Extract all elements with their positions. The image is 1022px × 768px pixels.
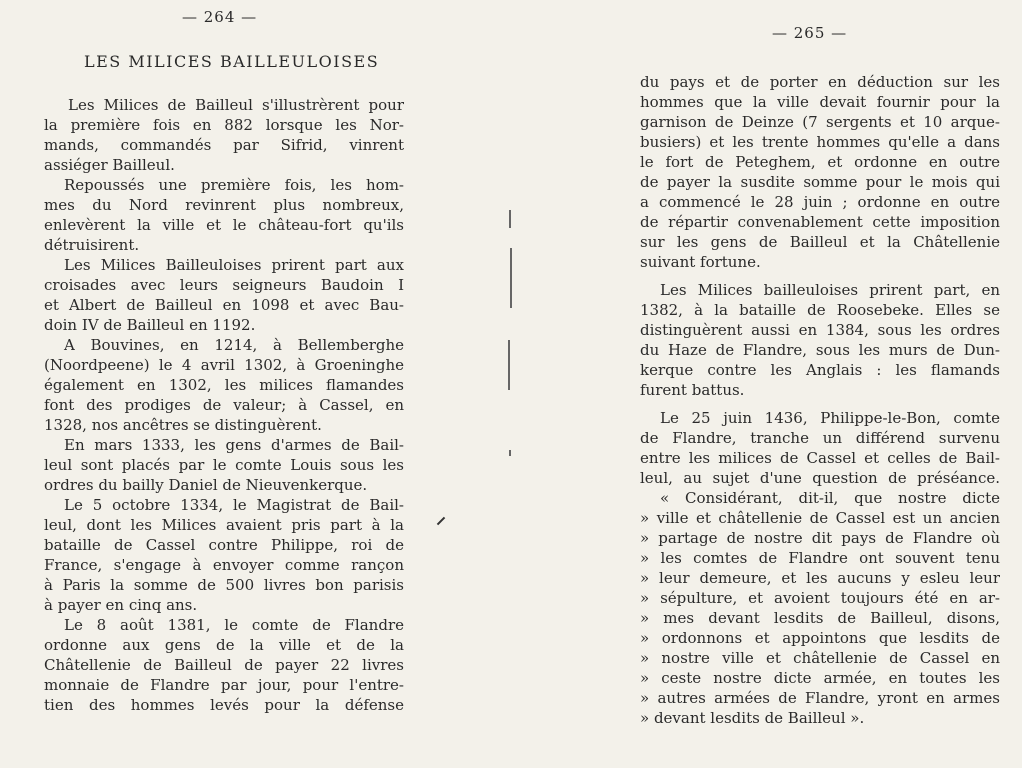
text-line: furent battus. [640, 381, 745, 399]
text-line: » ordonnons et appointons que lesdits de [640, 629, 1000, 647]
text-line: croisades avec leurs seigneurs Baudoin I [44, 276, 404, 294]
text-line: A Bouvines, en 1214, à Bellemberghe [64, 336, 404, 354]
text-line: à Paris la somme de 500 livres bon parisis [44, 576, 404, 594]
text-line: Le 5 octobre 1334, le Magistrat de Bail- [64, 496, 404, 514]
text-line: 1328, nos ancêtres se distinguèrent. [44, 416, 322, 434]
text-line: garnison de Deinze (7 sergents et 10 arque- [640, 113, 1000, 131]
text-line: » partage de nostre dit pays de Flandre où [640, 529, 1000, 547]
text-line: 1382, à la bataille de Roosebeke. Elles se [640, 301, 1000, 319]
text-line: assiéger Bailleul. [44, 156, 175, 174]
text-line: France, s'engage à envoyer comme rançon [44, 556, 404, 574]
text-line: ordres du bailly Daniel de Nieuvenkerque. [44, 476, 368, 494]
text-line: » devant lesdits de Bailleul ». [640, 709, 865, 727]
text-line: le fort de Peteghem, et ordonne en outre [640, 153, 1000, 171]
text-line: tien des hommes levés pour la défense [44, 696, 404, 714]
text-line: » nostre ville et châtellenie de Cassel en [640, 649, 1000, 667]
text-line: Châtellenie de Bailleul de payer 22 livres [44, 656, 404, 674]
text-line: » les comtes de Flandre ont souvent tenu [640, 549, 1000, 567]
text-line: « Considérant, dit-il, que nostre dicte [660, 489, 1000, 507]
text-line: hommes que la ville devait fournir pour la [640, 93, 1000, 111]
text-line: » sépulture, et avoient toujours été en ar- [640, 589, 1000, 607]
text-line: » leur demeure, et les aucuns y esleu leur [640, 569, 1000, 587]
text-line: suivant fortune. [640, 253, 761, 271]
text-line: détruisirent. [44, 236, 140, 254]
text-line: sur les gens de Bailleul et la Châtellenie [640, 233, 1000, 251]
text-line: Les Milices bailleuloises prirent part, en [660, 281, 1000, 299]
text-line: busiers) et les trente hommes qu'elle a dans [640, 133, 1000, 151]
right-text-column [640, 72, 1000, 728]
text-line: de Flandre, tranche un différend survenu [640, 429, 1000, 447]
text-line: (Noordpeene) le 4 avril 1302, à Groeninghe [44, 356, 404, 374]
text-line: » mes devant lesdits de Bailleul, disons, [640, 609, 1000, 627]
text-line: Le 25 juin 1436, Philippe-le-Bon, comte [660, 409, 1000, 427]
text-line: » ceste nostre dicte armée, en toutes les [640, 669, 1000, 687]
text-line: leul sont placés par le comte Louis sous les [44, 456, 404, 474]
text-line: » autres armées de Flandre, yront en armes [640, 689, 1000, 707]
text-line: mes du Nord revinrent plus nombreux, [44, 196, 404, 214]
chapter-title: LES MILICES BAILLEULOISES [84, 52, 380, 71]
text-line: distinguèrent aussi en 1384, sous les ordres [640, 321, 1000, 339]
text-line: En mars 1333, les gens d'armes de Bail- [64, 436, 404, 454]
text-line: enlevèrent la ville et le château-fort qu'ils [44, 216, 404, 234]
text-line: a commencé le 28 juin ; ordonne en outre [640, 193, 1000, 211]
text-line: Les Milices Bailleuloises prirent part aux [64, 256, 404, 274]
text-line: mands, commandés par Sifrid, vinrent [44, 136, 404, 154]
text-line: Les Milices de Bailleul s'illustrèrent pour [68, 96, 404, 114]
text-line: doin IV de Bailleul en 1192. [44, 316, 256, 334]
text-line: de répartir convenablement cette imposition [640, 213, 1000, 231]
text-line: kerque contre les Anglais : les flamands [640, 361, 1000, 379]
left-page [0, 0, 510, 768]
text-line: Le 8 août 1381, le comte de Flandre [64, 616, 404, 634]
text-line: » ville et châtellenie de Cassel est un ancien [640, 509, 1000, 527]
text-line: monnaie de Flandre par jour, pour l'entre- [44, 676, 404, 694]
text-line: la première fois en 882 lorsque les Nor- [44, 116, 404, 134]
text-line: de payer la susdite somme pour le mois qui [640, 173, 1000, 191]
text-line: bataille de Cassel contre Philippe, roi de [44, 536, 404, 554]
text-line: Repoussés une première fois, les hom- [64, 176, 404, 194]
text-line: également en 1302, les milices flamandes [44, 376, 404, 394]
text-line: font des prodiges de valeur; à Cassel, en [44, 396, 404, 414]
page-number-right: — 265 — [772, 24, 848, 42]
text-line: ordonne aux gens de la ville et de la [44, 636, 404, 654]
ink-mark [437, 517, 445, 525]
text-line: leul, au sujet d'une question de préséance. [640, 469, 1000, 487]
text-line: leul, dont les Milices avaient pris part à la [44, 516, 404, 534]
text-line: du pays et de porter en déduction sur les [640, 73, 1000, 91]
left-text-column [44, 95, 404, 715]
text-line: et Albert de Bailleul en 1098 et avec Bau- [44, 296, 404, 314]
text-line: à payer en cinq ans. [44, 596, 198, 614]
text-line: entre les milices de Cassel et celles de Bail- [640, 449, 1000, 467]
right-page [512, 0, 1022, 768]
text-line: du Haze de Flandre, sous les murs de Dun- [640, 341, 1000, 359]
page-number-left: — 264 — [182, 8, 258, 26]
